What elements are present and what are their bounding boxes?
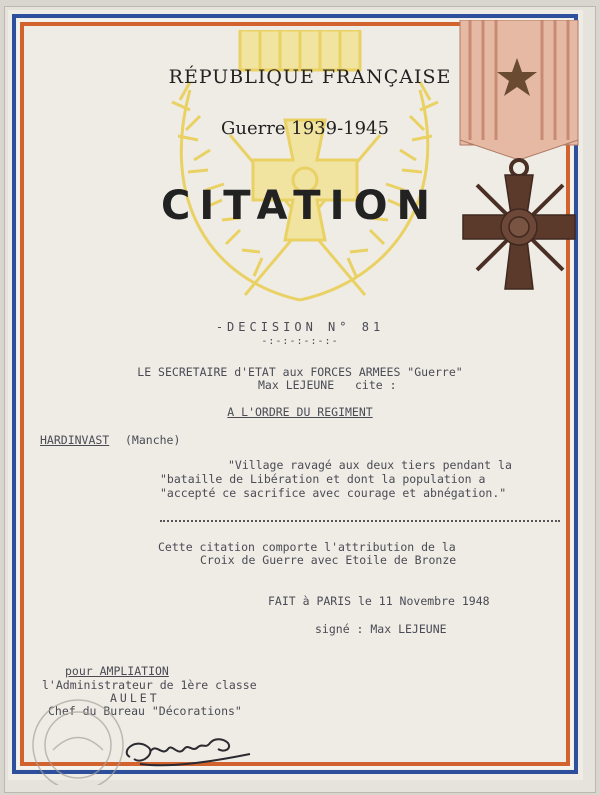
war-dates-heading: Guerre 1939-1945 (221, 118, 389, 139)
separator-dotted-line (160, 520, 560, 522)
handwritten-signature (110, 722, 260, 777)
page-title: CITATION (161, 183, 439, 229)
administrator-name: AULET (110, 691, 160, 705)
award-line-1: Cette citation comporte l'attribution de la (158, 540, 456, 554)
decision-dashes: -:-:-:-:-:- (261, 336, 339, 347)
croix-de-guerre-medal (455, 20, 595, 300)
bureau-title: Chef du Bureau "Décorations" (48, 704, 242, 718)
administrator-title: l'Administrateur de 1ère classe (42, 678, 257, 692)
award-line-2: Croix de Guerre avec Etoile de Bronze (200, 553, 457, 567)
authority-line: LE SECRETAIRE d'ETAT aux FORCES ARMEES "Guerre" (137, 365, 463, 379)
citation-text-line-1: "Village ravagé aux deux tiers pendant la (228, 458, 512, 472)
recipient-department: (Manche) (125, 433, 181, 447)
recipient-place: HARDINVAST (40, 433, 110, 447)
decision-number: -DECISION N° 81 (215, 320, 385, 334)
cite-verb: cite : (355, 378, 397, 392)
background-edge (588, 390, 600, 430)
republic-heading: RÉPUBLIQUE FRANÇAISE (168, 66, 452, 88)
order-regiment: A L'ORDRE DU REGIMENT (227, 405, 373, 419)
place-and-date: FAIT à PARIS le 11 Novembre 1948 (268, 594, 490, 608)
minister-name: Max LEJEUNE (258, 378, 335, 392)
ampliation-label: pour AMPLIATION (65, 664, 169, 678)
citation-text-line-2: "bataille de Libération et dont la population a (160, 472, 486, 486)
signed-by: signé : Max LEJEUNE (315, 622, 447, 636)
citation-text-line-3: "accepté ce sacrifice avec courage et abnégation." (160, 486, 507, 500)
